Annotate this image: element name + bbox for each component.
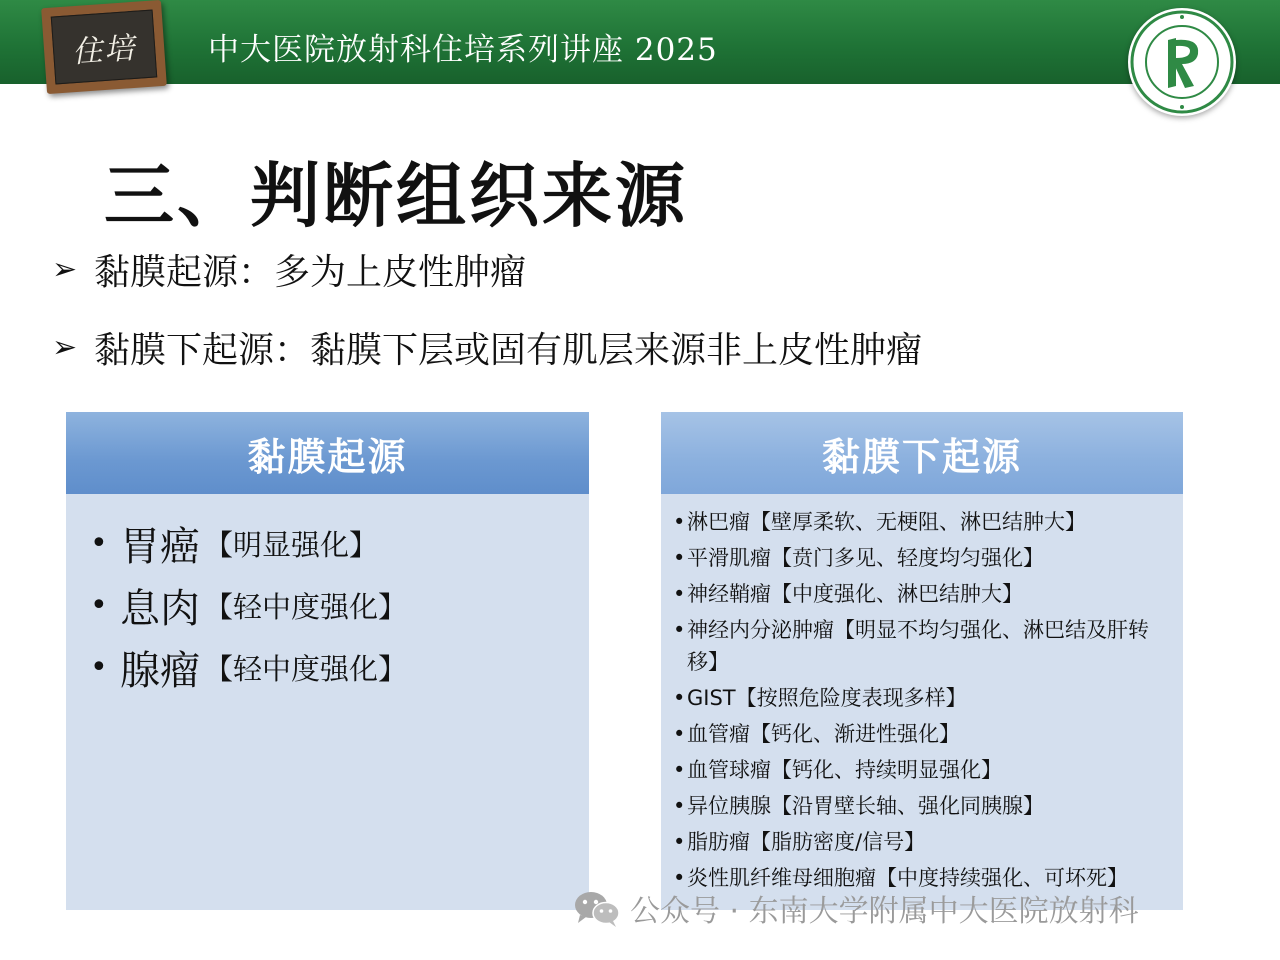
bullet-dot: • (673, 618, 686, 642)
list-item (673, 682, 1183, 714)
watermark-text: 公众号 · 东南大学附属中大医院放射科 (630, 894, 1139, 929)
list-item-text: 平滑肌瘤【贲门多见、轻度均匀强化】 (687, 546, 1044, 570)
list-item-text: 血管瘤【钙化、渐进性强化】 (687, 722, 960, 746)
chalkboard-text: 住培 (71, 30, 138, 71)
bullet-dot: • (673, 830, 686, 854)
list-item-text: GIST【按照危险度表现多样】 (687, 686, 967, 710)
list-item (673, 826, 1183, 858)
list-item-text: 神经内分泌肿瘤【明显不均匀强化、淋巴结及肝转移】 (687, 618, 1149, 674)
slide-title: 三、判断组织来源 (104, 155, 688, 237)
tumor-name: 息肉 (120, 585, 200, 632)
bullet-dot: • (90, 649, 108, 685)
chalkboard-badge (41, 0, 167, 94)
top-banner (0, 0, 1280, 84)
bullet-text: 黏膜下起源：黏膜下层或固有肌层来源非上皮性肿瘤 (94, 330, 923, 371)
bullet-dot: • (673, 582, 686, 606)
tumor-name: 胃癌 (120, 523, 200, 570)
bullet-dot: • (673, 686, 686, 710)
list-item-text: 神经鞘瘤【中度强化、淋巴结肿大】 (687, 582, 1023, 606)
bullet-text: 黏膜起源：多为上皮性肿瘤 (94, 252, 527, 293)
hospital-logo (1128, 8, 1236, 116)
list-item-text: 淋巴瘤【壁厚柔软、无梗阻、淋巴结肿大】 (687, 510, 1086, 534)
bullet-mucosal-origin (52, 244, 526, 295)
arrow-bullet-icon: ➢ (52, 330, 78, 365)
list-item (673, 790, 1183, 822)
mucosal-origin-box (66, 412, 589, 910)
list-item (90, 636, 589, 698)
box-header: 黏膜起源 (66, 412, 589, 494)
box-header: 黏膜下起源 (661, 412, 1183, 494)
list-item-text: 血管球瘤【钙化、持续明显强化】 (687, 758, 1002, 782)
bullet-dot: • (90, 587, 108, 623)
tumor-name: 腺瘤 (120, 647, 200, 694)
list-item (673, 578, 1183, 610)
bullet-dot: • (673, 546, 686, 570)
list-item (673, 506, 1183, 538)
enhancement-note: 【轻中度强化】 (204, 651, 408, 686)
list-item (90, 512, 589, 574)
mucosal-tumor-list (66, 494, 589, 698)
list-item (673, 754, 1183, 786)
bullet-dot: • (673, 510, 686, 534)
bullet-dot: • (673, 866, 686, 890)
wechat-watermark (572, 886, 1139, 930)
submucosal-origin-box (661, 412, 1183, 910)
list-item-text: 炎性肌纤维母细胞瘤【中度持续强化、可坏死】 (687, 866, 1128, 890)
list-item (673, 614, 1183, 678)
enhancement-note: 【轻中度强化】 (204, 589, 408, 624)
bullet-dot: • (673, 794, 686, 818)
wechat-icon (572, 888, 622, 928)
lecture-series-title: 中大医院放射科住培系列讲座 2025 (208, 32, 718, 68)
list-item (673, 542, 1183, 574)
arrow-bullet-icon: ➢ (52, 252, 78, 287)
bullet-dot: • (673, 722, 686, 746)
bullet-submucosal-origin (52, 322, 922, 373)
enhancement-note: 【明显强化】 (204, 527, 379, 562)
bullet-dot: • (90, 525, 108, 561)
list-item-text: 脂肪瘤【脂肪密度/信号】 (687, 830, 926, 854)
list-item-text: 异位胰腺【沿胃壁长轴、强化同胰腺】 (687, 794, 1044, 818)
list-item (673, 718, 1183, 750)
list-item (90, 574, 589, 636)
bullet-dot: • (673, 758, 686, 782)
submucosal-tumor-list (661, 494, 1183, 894)
